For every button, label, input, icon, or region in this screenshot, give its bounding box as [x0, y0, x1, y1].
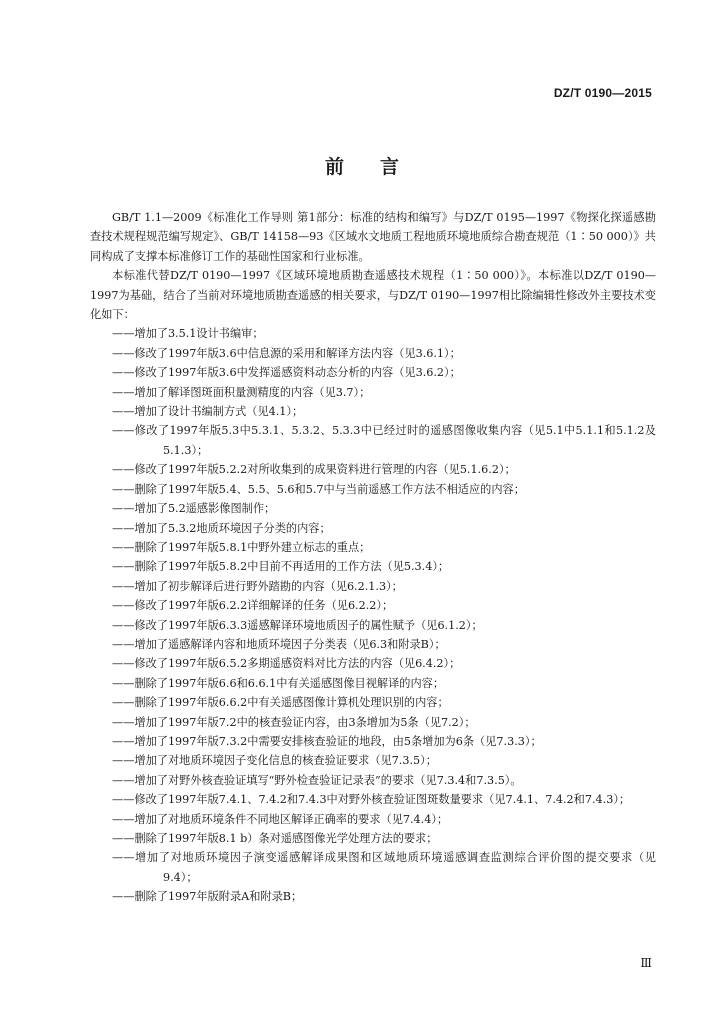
list-item: ——增加了对地质环境因子演变遥感解译成果图和区域地质环境遥感调查监测综合评价图的提交要求（见9.4）；	[112, 851, 656, 884]
list-item: ——增加了5.3.2地质环境因子分类的内容；	[112, 521, 331, 535]
document-body	[90, 208, 656, 907]
list-item: ——增加了初步解译后进行野外踏勘的内容（见6.2.1.3）；	[112, 579, 403, 593]
list-item: ——增加了5.2遥感影像图制作；	[112, 502, 276, 516]
list-item: ——修改了1997年版5.3中5.3.1、5.3.2、5.3.3中已经过时的遥感图像收集内容（见5.1中5.1.1和5.1.2及5.1.3）；	[112, 424, 656, 457]
document-code: DZ/T 0190—2015	[553, 86, 652, 100]
list-item: ——增加了1997年版7.3.2中需要安排核查验证的地段，由5条增加为6条（见7.3.3）；	[112, 734, 542, 748]
list-item: ——删除了1997年版6.6和6.6.1中有关遥感图像目视解译的内容；	[112, 676, 445, 690]
paragraph-intro: GB/T 1.1—2009《标准化工作导则 第1部分：标准的结构和编写》与DZ/T 0195—1997《物探化探遥感勘查技术规程规范编写规定》、GB/T 14158—93《区域水文地质工程地质环境地质综合勘查规范（1∶50 000）》共同构成了支撑本标准修订工作的基础性国家和行业标准。	[90, 211, 656, 263]
list-item: ——删除了1997年版5.8.2中目前不再适用的工作方法（见5.3.4）；	[112, 560, 450, 574]
list-item: ——增加了对野外核查验证填写“野外检查验证记录表”的要求（见7.3.4和7.3.5）。	[112, 773, 522, 787]
page-title: 前言	[324, 156, 435, 178]
list-item: ——删除了1997年版5.4、5.5、5.6和5.7中与当前遥感工作方法不相适应的内容；	[112, 482, 525, 496]
list-item: ——修改了1997年版3.6中发挥遥感资料动态分析的内容（见3.6.2）；	[112, 366, 461, 380]
list-item: ——增加了对地质环境条件不同地区解译正确率的要求（见7.4.4）；	[112, 812, 449, 826]
paragraph-replacement: 本标准代替DZ/T 0190—1997《区域环境地质勘查遥感技术规程（1∶50 000）》。本标准以DZ/T 0190—1997为基础，结合了当前对环境地质勘查遥感的相关要求，与DZ/T 0190—1997相比除编辑性修改外主要技术变化如下：	[90, 269, 656, 322]
list-item: ——增加了遥感解译内容和地质环境因子分类表（见6.3和附录B）；	[112, 637, 446, 651]
list-item: ——修改了1997年版6.5.2多期遥感资料对比方法的内容（见6.4.2）；	[112, 657, 461, 671]
list-item: ——修改了1997年版6.2.2详细解译的任务（见6.2.2）；	[112, 599, 394, 613]
list-item: ——修改了1997年版7.4.1、7.4.2和7.4.3中对野外核查验证图斑数量要求（见7.4.1、7.4.2和7.4.3）；	[112, 793, 631, 807]
page-number: Ⅲ	[640, 956, 652, 970]
list-item: ——增加了3.5.1设计书编审；	[112, 327, 264, 341]
list-item: ——删除了1997年版附录A和附录B；	[112, 890, 303, 904]
list-item: ——增加了1997年版7.2中的核查验证内容，由3条增加为5条（见7.2）；	[112, 715, 476, 729]
list-item: ——增加了对地质环境因子变化信息的核查验证要求（见7.3.5）；	[112, 754, 437, 768]
list-item: ——增加了解译图斑面积量测精度的内容（见3.7）；	[112, 385, 371, 399]
list-item: ——增加了设计书编制方式（见4.1）；	[112, 405, 304, 419]
list-item: ——删除了1997年版5.8.1中野外建立标志的重点；	[112, 540, 371, 554]
list-item: ——修改了1997年版6.3.3遥感解译环境地质因子的属性赋予（见6.1.2）；	[112, 618, 483, 632]
list-item: ——删除了1997年版8.1 b）条对遥感图像光学处理方法的要求；	[112, 832, 438, 845]
change-list	[90, 324, 656, 906]
list-item: ——修改了1997年版5.2.2对所收集到的成果资料进行管理的内容（见5.1.6.2）；	[112, 463, 516, 477]
list-item: ——修改了1997年版3.6中信息源的采用和解译方法内容（见3.6.1）；	[112, 346, 461, 360]
list-item: ——删除了1997年版6.6.2中有关遥感图像计算机处理识别的内容；	[112, 696, 449, 710]
